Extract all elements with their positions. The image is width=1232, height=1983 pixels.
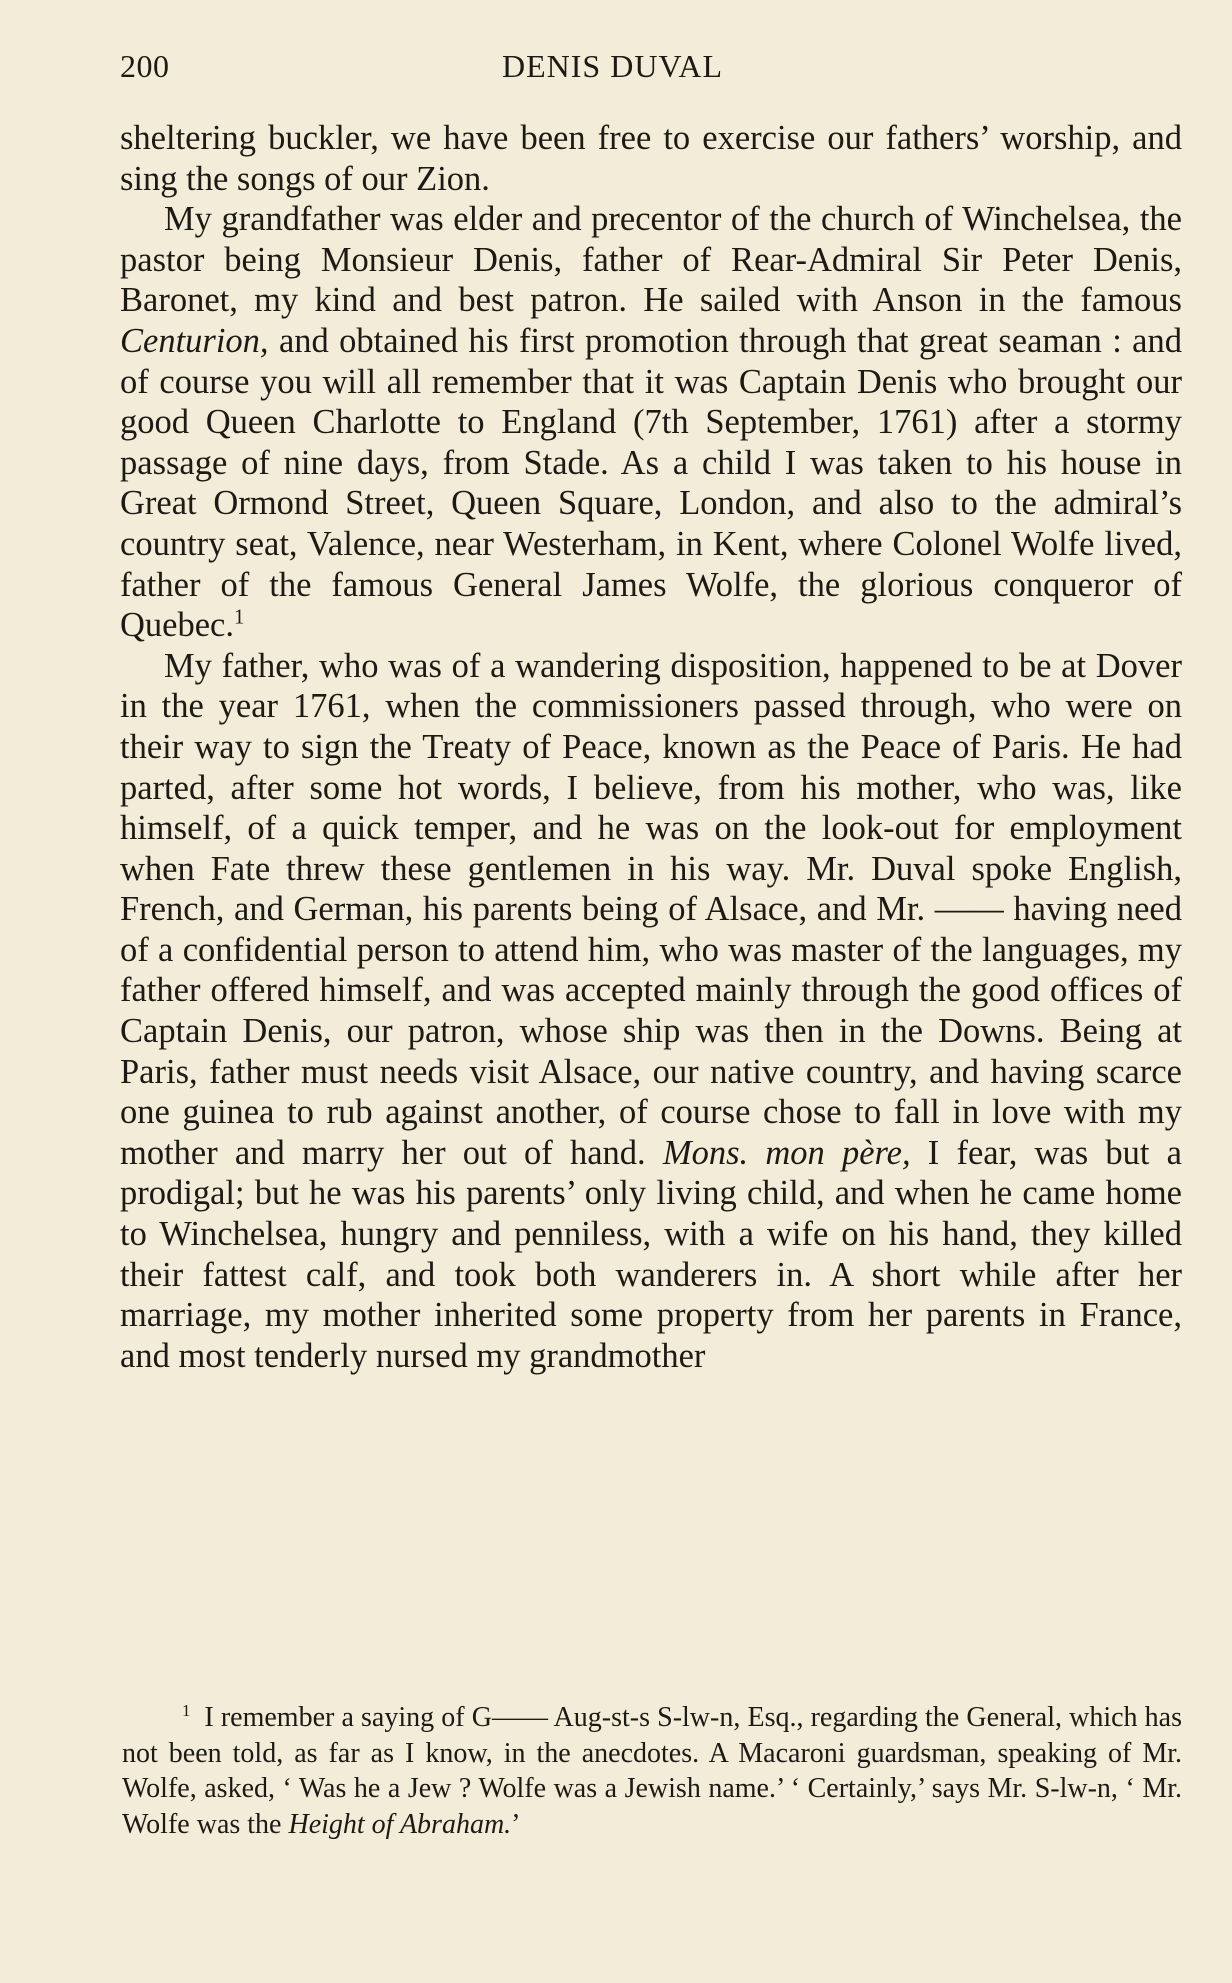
footnotes <box>122 1700 1182 1842</box>
paragraph-2 <box>120 199 1182 646</box>
footnote-reference: 1 <box>233 606 245 629</box>
paragraph-3-text-b: I fear, was but a prodigal; but he was his parents’ only living child, and when he came home to Winchelsea, hungry and penniless, with a wife on his hand, they killed their fattest calf, and took both wanderers in. A short while after her marriage, my mother inherited some property from her parents in France, and most tenderly nursed my grandmother <box>120 1133 1182 1375</box>
running-head <box>120 48 1182 88</box>
paragraph-3-text-a: My father, who was of a wandering disposition, happened to be at Dover in the year 1761, when the commissioners passed through, who were on their way to sign the Treaty of Peace, known as the Peace of Paris. He had parted, after some hot words, I believe, from his mother, who was, like himself, of a quick temper, and he was on the look-out for employment when Fate threw these gentlemen in his way. Mr. Duval spoke English, French, and German, his parents being of Alsace, and Mr. —— having need of a confidential person to attend him, who was master of the languages, my father offered himself, and was accepted mainly through the good offices of Captain Denis, our patron, whose ship was then in the Downs. Being at Paris, father must needs visit Alsace, our native country, and having scarce one guinea to rub against another, of course chose to fall in love with my mother and marry her out of hand. <box>120 646 1182 1172</box>
footnote-text-b: ’ <box>511 1808 521 1840</box>
paragraph-1 <box>120 118 1182 199</box>
phrase-mons-mon-pere: Mons. mon père, <box>662 1133 911 1172</box>
paragraph-3 <box>120 646 1182 1377</box>
running-title: DENIS DUVAL <box>502 48 724 84</box>
footnote-1: $^1$ I remember a saying of G—— Aug-st-s S-lw-n, Esq., regarding the General, which has not been told, as far as I know, in the anecdotes. A Macaroni guardsman, speaking of Mr. Wolfe, asked, ‘ Was he a Jew ? Wolfe was a Jewish name.’ ‘ Certainly,’ says Mr. S-lw-n, ‘ Mr. Wolfe was the Height of Abraham.’ <box>122 1700 1182 1840</box>
footnote-text-a: I remember a saying of G—— Aug-st-s S-lw-n, Esq., regarding the General, which has not been told, as far as I know, in the anecdotes. A Macaroni guardsman, speaking of Mr. Wolfe, asked, ‘ Was he a Jew ? Wolfe was a Jewish name.’ ‘ Certainly,’ says Mr. S-lw-n, ‘ Mr. Wolfe was the <box>122 1702 1182 1840</box>
body-text <box>120 118 1182 1376</box>
ship-name-centurion: Centurion, <box>120 321 269 360</box>
footnote-italic-height-of-abraham: Height of Abraham. <box>288 1808 512 1840</box>
page-number: 200 <box>120 48 170 84</box>
paragraph-2-text-b: and obtained his first promotion through that great seaman : and of course you will all remember that it was Captain Denis who brought our good Queen Charlotte to England (7th September, 1761) after a stormy passage of nine days, from Stade. As a child I was taken to his house in Great Ormond Street, Queen Square, London, and also to the admiral’s country seat, Valence, near Westerham, in Kent, where Colonel Wolfe lived, father of the famous General James Wolfe, the glorious conqueror of Quebec. <box>120 321 1182 645</box>
paragraph-2-text-a: My grandfather was elder and precentor of the church of Winchelsea, the pastor being Monsieur Denis, father of Rear-Admiral Sir Peter Denis, Baronet, my kind and best patron. He sailed with Anson in the famous <box>120 200 1182 320</box>
paragraph-1-text: sheltering buckler, we have been free to exercise our fathers’ worship, and sing the songs of our Zion. <box>120 119 1182 198</box>
